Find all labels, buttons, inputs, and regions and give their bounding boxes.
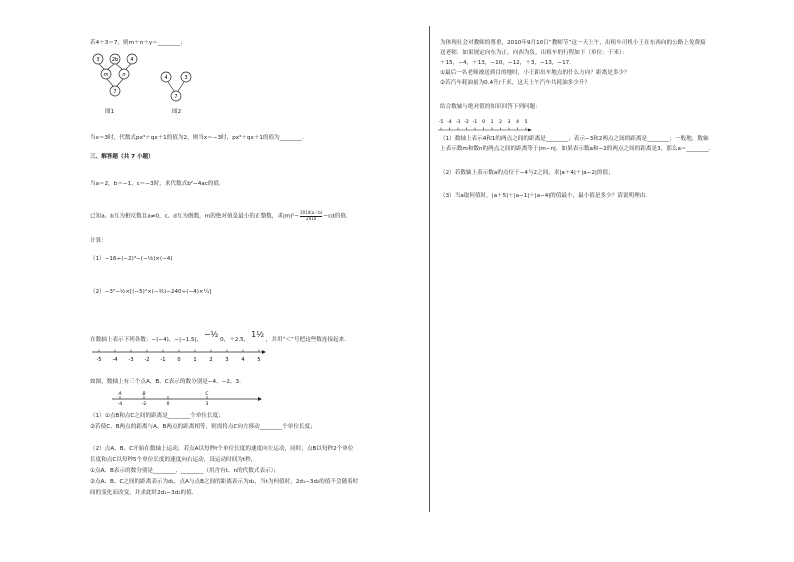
number-line-tick-label: 0: [177, 357, 181, 363]
number-line-tick-label: -1: [160, 357, 166, 363]
number-line-tick-label: -2: [464, 120, 469, 125]
question-sum-mny: 若4＋3＝7，则m＋n＋y＝________；: [90, 40, 186, 46]
question-opposites: [90, 211, 352, 221]
number-line-tick-label: 0: [482, 120, 485, 125]
node-label: 4: [130, 57, 134, 63]
taxi-line-2: 送老师．如果规定向东为正，向西为负，出租车的行程如下（单位：千米）：: [440, 50, 628, 56]
number-line-tick-label: -5: [96, 357, 102, 363]
number-line-tick-label: -4: [447, 120, 452, 125]
tree-diagram-2: [158, 70, 198, 106]
number-line-tick-label: -1: [472, 120, 478, 125]
node-label: 7: [113, 89, 117, 95]
calc-problem-2: （2）−3²−½×[(−5)²×(−⅗)−240÷(−4)×¼]: [90, 289, 212, 295]
nl-prefix: 在数轴上表示下列各数：−(−4)，−|−1.5|，: [90, 337, 203, 343]
number-line-1: [90, 346, 270, 366]
number-line-tick-label: -2: [144, 357, 150, 363]
number-line-2: [436, 116, 536, 134]
abc-q3-line1: （2）点A、B、C开始在数轴上运动，若点A以每秒t个单位长度的速度向左运动，同时，点B以每秒2个单位: [90, 446, 354, 452]
diagram-2-caption: 图2: [172, 109, 182, 115]
nl-question-1-line1: （1）数轴上表示4和1的两点之间的距离是________；表示−3和2两点之间的距离是________；一般地，数轴: [440, 136, 709, 142]
number-line-tick-label: 3: [225, 357, 229, 363]
abc-q5-line1: ②点A、B、C之间的距离表示为d₁，点A与点B之间的距离表示为d₂，当t为何值时，2d₁−3d₂的值不会随着时: [90, 479, 359, 485]
node-label: 2b: [111, 57, 119, 63]
point-b-value: -2: [141, 402, 147, 407]
point-c-label: C: [205, 392, 209, 397]
number-line-tick-label: 4: [516, 120, 519, 125]
calc-label: 计算：: [90, 238, 107, 244]
number-line-tick-label: -3: [455, 120, 461, 125]
number-line-tick-label: 4: [241, 357, 245, 363]
question-number-line: [90, 330, 350, 344]
point-a-label: A: [118, 392, 122, 397]
big-fraction-1: −½: [203, 330, 219, 339]
abc-q2: ②若使C、B两点的距离与A、B两点的距离相等，则需将点C向左移动________个单位长度；: [90, 424, 316, 430]
origin-value: 0: [166, 402, 170, 407]
number-line-tick-label: 3: [507, 120, 511, 125]
node-label: m: [103, 72, 109, 78]
column-divider: [429, 26, 430, 512]
point-a-value: -4: [117, 402, 123, 407]
number-line-tick-label: 5: [257, 357, 261, 363]
fraction-denominator: 2010: [306, 215, 317, 221]
question-px-value: 当x＝3时，代数式px³＋qx＋1的值为2，则当x＝−3时，px³＋qx＋1的值为________．: [90, 135, 308, 141]
abc-q4: ①点A、B表示的数分别是________、________（用含有t、n的代数式表示）；: [90, 468, 280, 474]
taxi-distances: ＋15，−4，＋13，−10，−12，＋3，−13，−17．: [440, 60, 575, 66]
node-label: 3: [184, 75, 188, 81]
number-line-tick-label: -5: [438, 120, 444, 125]
big-fraction-2: 1½: [251, 330, 264, 339]
nl-question-3: （3）当a取何值时，|a＋5|＋|a−1|＋|a−4|的值最小，最小值是多少？请说明理由．: [440, 193, 651, 199]
question-algebra: 当a＝2，b＝−1，c＝−3时，求代数式b²−4ac的值．: [90, 181, 225, 187]
q2-prefix: 已知a、b互为相反数且a≠0，c、d互为倒数，m的绝对值是最小的正整数，求|m|²−: [90, 213, 300, 220]
number-line-tick-label: 1: [193, 357, 197, 363]
nl-question-1-line2: 上表示数m和数n的两点之间的距离等于|m−n|．如果表示数a和−2的两点之间的距离是3，那么a＝________．: [440, 146, 715, 152]
node-label: 7: [174, 94, 178, 100]
nl-mid: 0，＋2.5，: [220, 337, 250, 343]
node-label: 3: [96, 57, 100, 63]
calc-problem-1: （1）−16÷(−2)³−(−⅛)×(−4): [90, 256, 173, 262]
number-line-abc: [110, 389, 270, 409]
abc-q3-line2: 长度和点C以每秒5个单位长度的速度向右运动，设运动时间为t秒，: [90, 457, 257, 463]
number-line-tick-label: -4: [112, 357, 118, 363]
abc-q5-line2: 间的变化而改变，并求此时2d₁−3d₂的值．: [90, 490, 198, 496]
node-label: n: [122, 72, 126, 78]
number-line-tick-label: -3: [128, 357, 134, 363]
point-b-label: B: [142, 392, 146, 397]
nl-question-2: （2）若数轴上表示数a的点位于−4与2之间，求|a＋4|＋|a−2|的值；: [440, 170, 614, 176]
nl-post: ，并用“＜”号把这些数连接起来．: [265, 337, 350, 343]
tree-diagram-1: [90, 52, 150, 104]
number-line-tick-label: 1: [490, 120, 494, 125]
question-points-abc: 如图，数轴上有三个点A、B、C表示的数分别是−4、−2、3．: [90, 379, 245, 385]
number-line-tick-label: 2: [209, 357, 213, 363]
number-line-tick-label: 5: [524, 120, 528, 125]
taxi-question-1: ①最后一名老师被送到目的地时，小王距出车地点的什么方向？距离是多少？: [440, 70, 630, 76]
abc-q1: （1）①点B和点C之间的距离是________个单位长度；: [90, 413, 224, 419]
taxi-question-2: ②若汽车耗油量为0.4升/千米，这天上午汽车共耗油多少升？: [440, 80, 591, 86]
section-title: 三、解答题（共 7 小题）: [90, 154, 154, 160]
number-line-tick-label: 2: [499, 120, 502, 125]
point-c-value: 3: [205, 402, 209, 407]
number-line-intro: 结合数轴与绝对值的知识回答下列问题：: [440, 104, 541, 110]
taxi-line-1: 为体现社会对教师的尊重，2010年9月10日“教师节”这一天上午，出租车司机小王在东西向的公路上免费接: [440, 40, 706, 46]
q2-suffix: −cd的值．: [323, 213, 352, 220]
q2-fraction: [300, 211, 322, 221]
node-label: 4: [164, 75, 168, 81]
fraction-numerator: 2010(a＋b): [300, 210, 323, 215]
diagram-1-caption: 图1: [105, 109, 115, 115]
